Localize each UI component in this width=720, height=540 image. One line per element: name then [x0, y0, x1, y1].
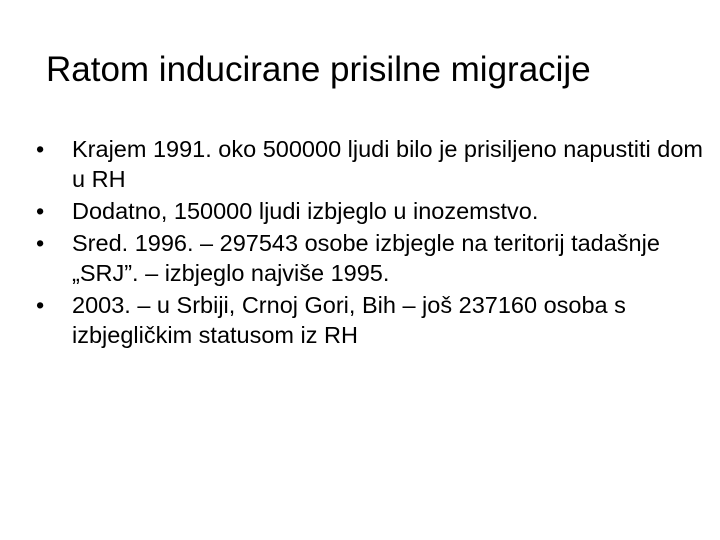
bullet-list: [36, 134, 706, 350]
bullet-dot-icon: •: [36, 230, 45, 256]
bullet-dot-icon: •: [36, 198, 45, 224]
bullet-item-4: [36, 290, 706, 350]
bullet-text: 2003. – u Srbiji, Crnoj Gori, Bih – još 237160 osoba s izbjegličkim statusom iz RH: [72, 292, 626, 348]
bullet-item-1: [36, 134, 706, 194]
bullet-text: Krajem 1991. oko 500000 ljudi bilo je prisiljeno napustiti dom u RH: [72, 136, 703, 192]
bullet-dot-icon: •: [36, 292, 45, 318]
slide-title: Ratom inducirane prisilne migracije: [46, 50, 591, 89]
bullet-text: Dodatno, 150000 ljudi izbjeglo u inozemstvo.: [72, 198, 539, 224]
bullet-item-2: [36, 196, 706, 226]
bullet-item-3: [36, 228, 706, 288]
bullet-text: Sred. 1996. – 297543 osobe izbjegle na teritorij tadašnje „SRJ”. – izbjeglo najviše 1995.: [72, 230, 660, 286]
bullet-dot-icon: •: [36, 136, 45, 162]
